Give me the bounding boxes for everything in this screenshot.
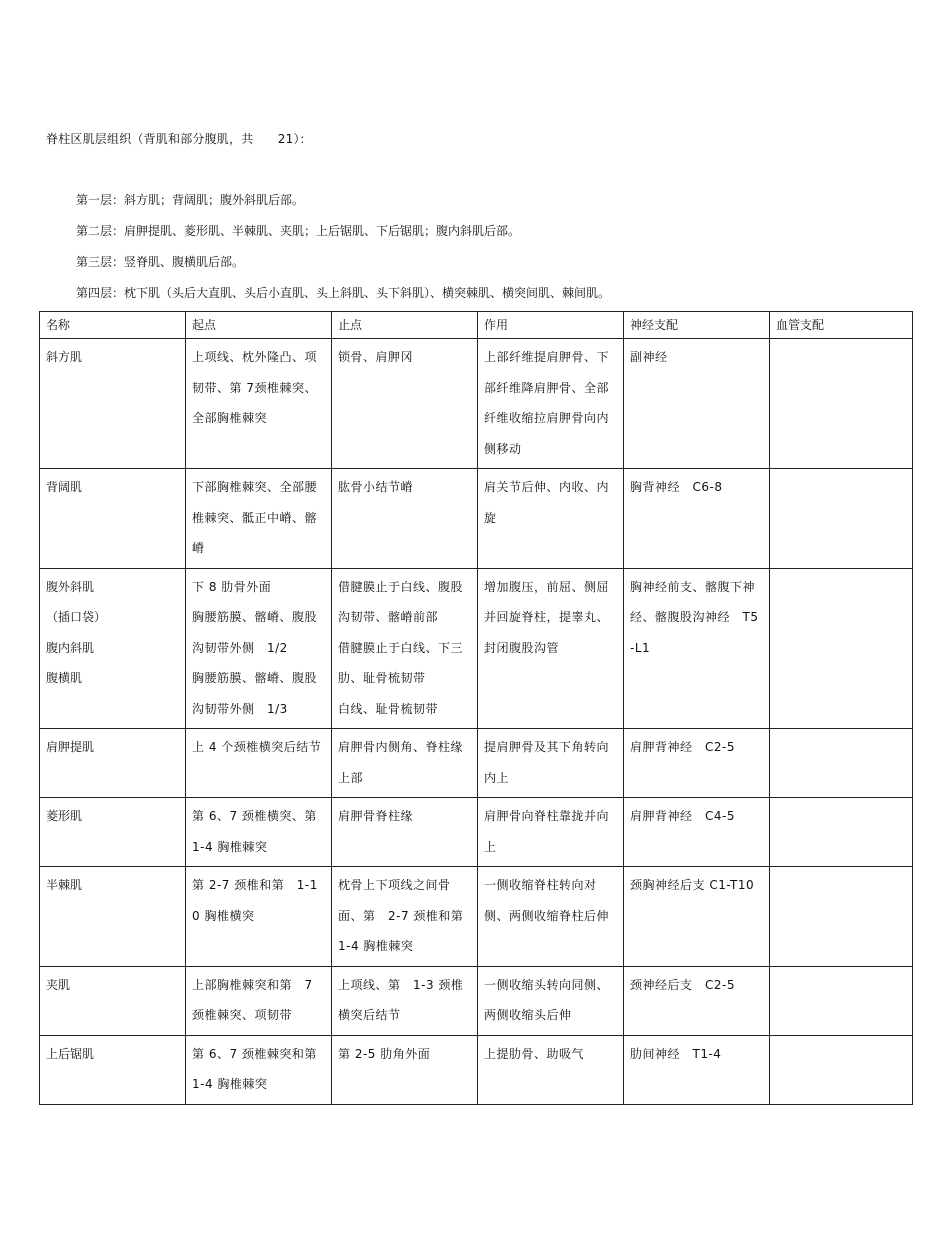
- cell-insertion: 枕骨上下项线之间骨面、第 2-7 颈椎和第 1-4 胸椎棘突: [332, 867, 478, 967]
- cell-name: 菱形肌: [40, 798, 186, 867]
- cell-name: 斜方肌: [40, 339, 186, 469]
- cell-nerve: 肋间神经 T1-4: [624, 1035, 770, 1104]
- cell-action: 肩胛骨向脊柱靠拢并向上: [478, 798, 624, 867]
- cell-origin: 上项线、枕外隆凸、项韧带、第 7颈椎棘突、全部胸椎棘突: [186, 339, 332, 469]
- cell-name: 背阔肌: [40, 469, 186, 569]
- name-line: 腹内斜肌: [46, 640, 95, 655]
- header-name: 名称: [40, 312, 186, 339]
- cell-name: [40, 568, 186, 729]
- cell-nerve: 副神经: [624, 339, 770, 469]
- cell-action: 一侧收缩脊柱转向对侧、两侧收缩脊柱后伸: [478, 867, 624, 967]
- cell-origin: 上部胸椎棘突和第 7 颈椎棘突、项韧带: [186, 966, 332, 1035]
- cell-vessel: [770, 729, 913, 798]
- layer-list: [76, 192, 610, 316]
- name-line: 腹外斜肌: [46, 579, 95, 594]
- table-header-row: [40, 312, 913, 339]
- table-row: [40, 339, 913, 469]
- insertion-line: 借腱膜止于白线、腹股沟韧带、髂嵴前部: [338, 579, 464, 624]
- cell-origin: 上 4 个颈椎横突后结节: [186, 729, 332, 798]
- table-row: [40, 729, 913, 798]
- cell-vessel: [770, 798, 913, 867]
- layer-item-2: 第二层：肩胛提肌、菱形肌、半棘肌、夹肌；上后锯肌、下后锯肌；腹内斜肌后部。: [76, 224, 521, 238]
- header-origin: 起点: [186, 312, 332, 339]
- table-row: [40, 867, 913, 967]
- cell-name: 夹肌: [40, 966, 186, 1035]
- origin-line: 胸腰筋膜、髂嵴、腹股沟韧带外侧 1/3: [192, 671, 318, 716]
- table-row: [40, 568, 913, 729]
- cell-action: 肩关节后伸、内收、内旋: [478, 469, 624, 569]
- cell-name: 肩胛提肌: [40, 729, 186, 798]
- cell-insertion: 锁骨、肩胛冈: [332, 339, 478, 469]
- table-row: [40, 469, 913, 569]
- insertion-line: 借腱膜止于白线、下三肋、耻骨梳韧带: [338, 640, 464, 685]
- cell-insertion: 肱骨小结节嵴: [332, 469, 478, 569]
- cell-origin: 第 6、7 颈椎横突、第 1-4 胸椎棘突: [186, 798, 332, 867]
- layer-item-3: 第三层：竖脊肌、腹横肌后部。: [76, 255, 245, 269]
- cell-insertion: 上项线、第 1-3 颈椎横突后结节: [332, 966, 478, 1035]
- header-action: 作用: [478, 312, 624, 339]
- cell-insertion: 肩胛骨内侧角、脊柱缘上部: [332, 729, 478, 798]
- cell-insertion: [332, 568, 478, 729]
- cell-nerve: 胸背神经 C6-8: [624, 469, 770, 569]
- cell-nerve: 肩胛背神经 C4-5: [624, 798, 770, 867]
- document-title: 脊柱区肌层组织（背肌和部分腹肌，共 21）：: [46, 132, 312, 146]
- cell-action: 上提肋骨、助吸气: [478, 1035, 624, 1104]
- cell-origin: 第 2-7 颈椎和第 1-10 胸椎横突: [186, 867, 332, 967]
- cell-insertion: 肩胛骨脊柱缘: [332, 798, 478, 867]
- cell-nerve: 颈神经后支 C2-5: [624, 966, 770, 1035]
- table-row: [40, 966, 913, 1035]
- cell-vessel: [770, 1035, 913, 1104]
- cell-insertion: 第 2-5 肋角外面: [332, 1035, 478, 1104]
- cell-action: 增加腹压，前屈、侧屈并回旋脊柱，提睾丸、封闭腹股沟管: [478, 568, 624, 729]
- cell-vessel: [770, 469, 913, 569]
- table-row: [40, 798, 913, 867]
- cell-nerve: 胸神经前支、髂腹下神经、髂腹股沟神经 T5-L1: [624, 568, 770, 729]
- muscle-table: [39, 311, 913, 1105]
- cell-vessel: [770, 867, 913, 967]
- origin-line: 下 8 肋骨外面: [192, 579, 272, 594]
- cell-origin: [186, 568, 332, 729]
- cell-name: 上后锯肌: [40, 1035, 186, 1104]
- cell-origin: 下部胸椎棘突、全部腰椎棘突、骶正中嵴、髂嵴: [186, 469, 332, 569]
- origin-line: 胸腰筋膜、髂嵴、腹股沟韧带外侧 1/2: [192, 610, 318, 655]
- cell-vessel: [770, 339, 913, 469]
- cell-nerve: 肩胛背神经 C2-5: [624, 729, 770, 798]
- header-nerve: 神经支配: [624, 312, 770, 339]
- cell-nerve: 颈胸神经后支 C1-T10: [624, 867, 770, 967]
- cell-action: 提肩胛骨及其下角转向内上: [478, 729, 624, 798]
- table-row: [40, 1035, 913, 1104]
- cell-vessel: [770, 966, 913, 1035]
- cell-name: 半棘肌: [40, 867, 186, 967]
- header-insertion: 止点: [332, 312, 478, 339]
- insertion-line: 白线、耻骨梳韧带: [338, 701, 439, 716]
- layer-item-1: 第一层：斜方肌；背阔肌；腹外斜肌后部。: [76, 193, 305, 207]
- header-vessel: 血管支配: [770, 312, 913, 339]
- name-line: （插口袋）: [46, 610, 107, 624]
- name-line: 腹横肌: [46, 671, 83, 685]
- layer-item-4: 第四层：枕下肌（头后大直肌、头后小直肌、头上斜肌、头下斜肌）、横突棘肌、横突间肌、棘间肌。: [76, 286, 611, 300]
- cell-origin: 第 6、7 颈椎棘突和第 1-4 胸椎棘突: [186, 1035, 332, 1104]
- cell-action: 上部纤维提肩胛骨、下部纤维降肩胛骨、全部纤维收缩拉肩胛骨向内侧移动: [478, 339, 624, 469]
- cell-action: 一侧收缩头转向同侧、两侧收缩头后伸: [478, 966, 624, 1035]
- cell-vessel: [770, 568, 913, 729]
